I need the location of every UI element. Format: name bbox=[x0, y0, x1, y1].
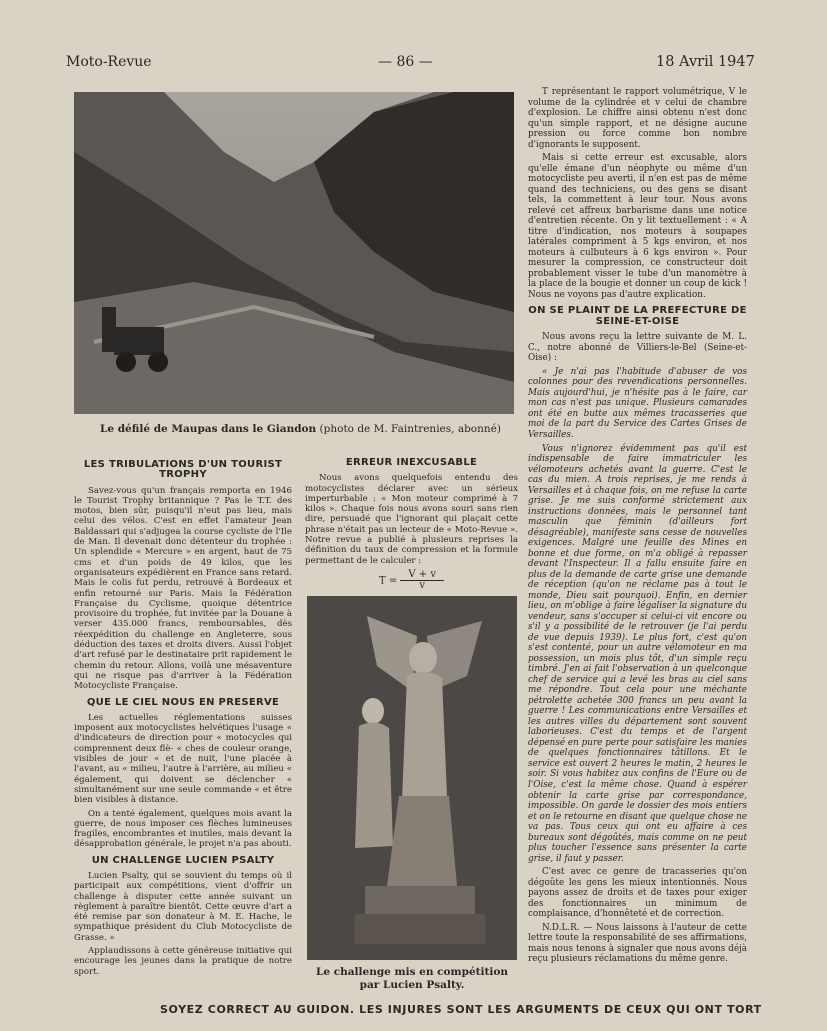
header-date: 18 Avril 1947 bbox=[656, 54, 755, 70]
header-page-number: — 86 — bbox=[378, 54, 433, 70]
statue-image bbox=[307, 596, 517, 960]
letter-paragraph: Vous n'ignorez évidemment pas qu'il est indispensable de faire immatriculer les vélomoteurs achetés avant la guerre. C'est le cas du mien. A trois reprises, je me rends à Versailles et à chaque fois, on me refuse la carte grise. Je me suis conformé strictement aux instructions données, mais le personnel tant masculin que féminin (d'ailleurs fort désagréable), manifeste sans cesse de nouvelles exigences. Malgré une feuille des Mines en bonne et due forme, on m'a obligé à repasser devant l'Inspecteur. Il a fallu ensuite faire en plus de la demande de carte grise une demande de réception (qu'on ne réclame pas à tout le monde, Dieu sait pourquoi). Enfin, en dernier lieu, on m'oblige à faire légaliser la signature du vendeur, sans s'occuper si celui-ci vit encore ou s'il y a possibilité de le retrouver (je l'ai perdu de vue depuis 1939). Le plus fort, c'est qu'on s'est contenté, pour un autre vélomoteur en ma possession, un mois plus tôt, d'un simple reçu timbré. J'en ai fait l'observation à un quelconque chef de service qui a levé les bras au ciel sans me répondre. Tout cela pour une méchante pétrolette achetée 300 francs un peu avant la guerre ! Les communications entre Versailles et les autres villes du département sont souvent laborieuses. C'est du temps et de l'argent dépensé en pure perte pour satisfaire les manies de quelques fonctionnaires tâtillons. Et le service est ouvert 2 heures le matin, 2 heures le soir. Si vous habitez aux confins de l'Eure ou de l'Oise, c'est la même chose. Quand à espérer obtenir la carte grise par correspondance, impossible. On garde le dossier des mois entiers et on le retourne en disant que quelque chose ne va pas. Tous ceux qui ont eu affaire à ces bureaux sont dégoûtés, mais comme on ne peut plus toucher l'essence sans présenter la carte grise, il faut y passer. bbox=[528, 443, 747, 864]
photo-caption-credit: (photo de M. Faintrenies, abonné) bbox=[316, 423, 501, 435]
paragraph: T représentant le rapport volumétrique, V le volume de la cylindrée et v celui de chambre d'explosion. Le chiffre ainsi obtenu n'est donc qu'un simple rapport, et ne désigne aucune pression ou force comme bon nombre d'ignorants le supposent. bbox=[528, 87, 747, 150]
column-right bbox=[528, 87, 747, 968]
paragraph: On a tenté également, quelques mois avant la guerre, de nous imposer ces flèches lumineuses fragiles, encombrantes et inutiles, mais devant la désapprobation générale, le projet n'a pas abouti. bbox=[74, 808, 292, 850]
formula-denominator: v bbox=[419, 580, 426, 592]
statue-photo bbox=[307, 596, 517, 960]
statue-caption bbox=[307, 966, 517, 992]
photo-caption bbox=[100, 423, 510, 435]
photo-caption-title: Le défilé de Maupas dans le Giandon bbox=[100, 423, 317, 435]
heading-erreur: ERREUR INEXCUSABLE bbox=[345, 457, 478, 468]
paragraph: Nous avons reçu la lettre suivante de M. L. C., notre abonné de Villiers-le-Bel (Seine-et-Oise) : bbox=[528, 332, 747, 364]
paragraph: Lucien Psalty, qui se souvient du temps où il participait aux compétitions, vient d'offrir un challenge à disputer cette année suivant un règlement à paraître bientôt. Cette œuvre d'art a été remise par son donateur à M. E. Hache, le sympathique président du Club Motocycliste de Grasse. » bbox=[74, 870, 292, 943]
column-left bbox=[74, 454, 292, 980]
header-magazine-name: Moto-Revue bbox=[66, 54, 152, 70]
paragraph: C'est avec ce genre de tracasseries qu'on dégoûte les gens les mieux intentionnés. Nous payons assez de droits et de taxes pour exiger des fonctionnaires un minimum de complaisance, d'honnêteté et de correction. bbox=[528, 867, 747, 920]
paragraph: Mais si cette erreur est excusable, alors qu'elle émane d'un néophyte ou même d'un motocycliste peu averti, il n'en est pas de même quand des techniciens, ou des gens se disant tels, la commettent à leur tour. Nous avons relevé cet affreux barbarisme dans une notice d'entretien récente. On y lit textuellement : « A titre d'indication, nos moteurs à soupapes latérales compriment à 5 kgs environ, et nos moteurs à culbuteurs à 6 kgs environ ». Pour mesurer la compression, ce constructeur doit probablement visser le tube d'un manomètre à la place de la bougie et donner un coup de kick ! Nous ne voyons pas d'autre explication. bbox=[528, 153, 747, 300]
paragraph: Applaudissons à cette généreuse initiative qui encourage les jeunes dans la pratique de notre sport. bbox=[74, 946, 292, 977]
heading-tourist-trophy: LES TRIBULATIONS D'UN TOURIST TROPHY bbox=[83, 459, 283, 481]
heading-prefecture: ON SE PLAINT DE LA PREFECTURE DE SEINE-ET-OISE bbox=[528, 305, 747, 327]
statue-caption-line2: par Lucien Psalty. bbox=[359, 979, 465, 991]
heading-challenge-psalty: UN CHALLENGE LUCIEN PSALTY bbox=[91, 854, 275, 866]
letter-paragraph: « Je n'ai pas l'habitude d'abuser de vos colonnes pour des revendications personnelles. Mais aujourd'hui, je n'hésite pas à le faire, car mon cas n'est pas unique. Plusieurs camarades ont été en butte aux mêmes tracasseries que moi de la part du Service des Cartes Grises de Versailles. bbox=[528, 366, 747, 440]
formula-fraction bbox=[400, 570, 444, 592]
compression-formula bbox=[305, 570, 518, 592]
paragraph: Savez-vous qu'un français remporta en 1946 le Tourist Trophy britannique ? Pas le T.T. des motos, bien sûr, puisqu'il n'eut pas lieu, mais celui des vélos. C'est en effet l'amateur Jean Baldassari qui s'adjugea la course cycliste de l'Ile de Man. Il devenait donc détenteur du trophée : Un splendide « Mercure » en argent, haut de 75 cms et d'un poids de 49 kilos, que les organisateurs expédièrent en France sans retard. Mais le colis fut perdu, retrouvé à Bordeaux et enfin retourné sur Paris. Mais la Fédération Française du Cyclisme, quoique détentrice provisoire du trophée, fut invitée par la Douane à verser 435.000 francs, remboursables, dès réexpédition du challenge en Angleterre, sous déduction des taxes et droits divers. Aussi l'objet d'art refusé par le destinataire prit rapidement le chemin du retour. Allons, voilà une mésaventure qui ne risque pas d'arriver à la Fédération Motocycliste Française. bbox=[74, 485, 292, 692]
formula-numerator: V + v bbox=[400, 570, 444, 581]
mountain-pass-image bbox=[74, 92, 514, 414]
footer-slogan: SOYEZ CORRECT AU GUIDON. LES INJURES SONT LES ARGUMENTS DE CEUX QUI ONT TORT bbox=[160, 1003, 762, 1016]
formula-lhs: T = bbox=[378, 575, 398, 587]
mountain-pass-photo bbox=[74, 92, 514, 414]
heading-ciel-preserve: QUE LE CIEL NOUS EN PRESERVE bbox=[86, 696, 280, 708]
paragraph: Nous avons quelquefois entendu des motocyclistes déclarer avec un sérieux imperturbable : « Mon moteur comprimé à 7 kilos ». Chaque fois nous avons souri sans rien dire, persuadé que l'ignorant qui plaçait cette phrase n'était pas un lecteur de « Moto-Revue ». Notre revue a publié à plusieurs reprises la définition du taux de compression et la formule permettant de le calculer : bbox=[305, 473, 518, 566]
editor-note: N.D.L.R. — Nous laissons à l'auteur de cette lettre toute la responsabilité de ses affirmations, mais nous tenons à signaler que nous avons déjà reçu plusieurs réclamations du même genre. bbox=[528, 922, 747, 965]
statue-caption-line1: Le challenge mis en compétition bbox=[316, 966, 508, 978]
column-middle bbox=[305, 452, 518, 592]
paragraph: Les actuelles réglementations suisses imposent aux motocyclistes helvétiques l'usage « d'indicateurs de direction pour « motocycles qui comprennent deux flè- « ches de couleur orange, visibles de jour « et de nuit, l'une placée à l'avant, au « milieu, l'autre à l'arrière, au milieu « également, qui doivent se déclencher « simultanément sur une seule commande « et être bien visibles à distance. bbox=[74, 712, 292, 806]
